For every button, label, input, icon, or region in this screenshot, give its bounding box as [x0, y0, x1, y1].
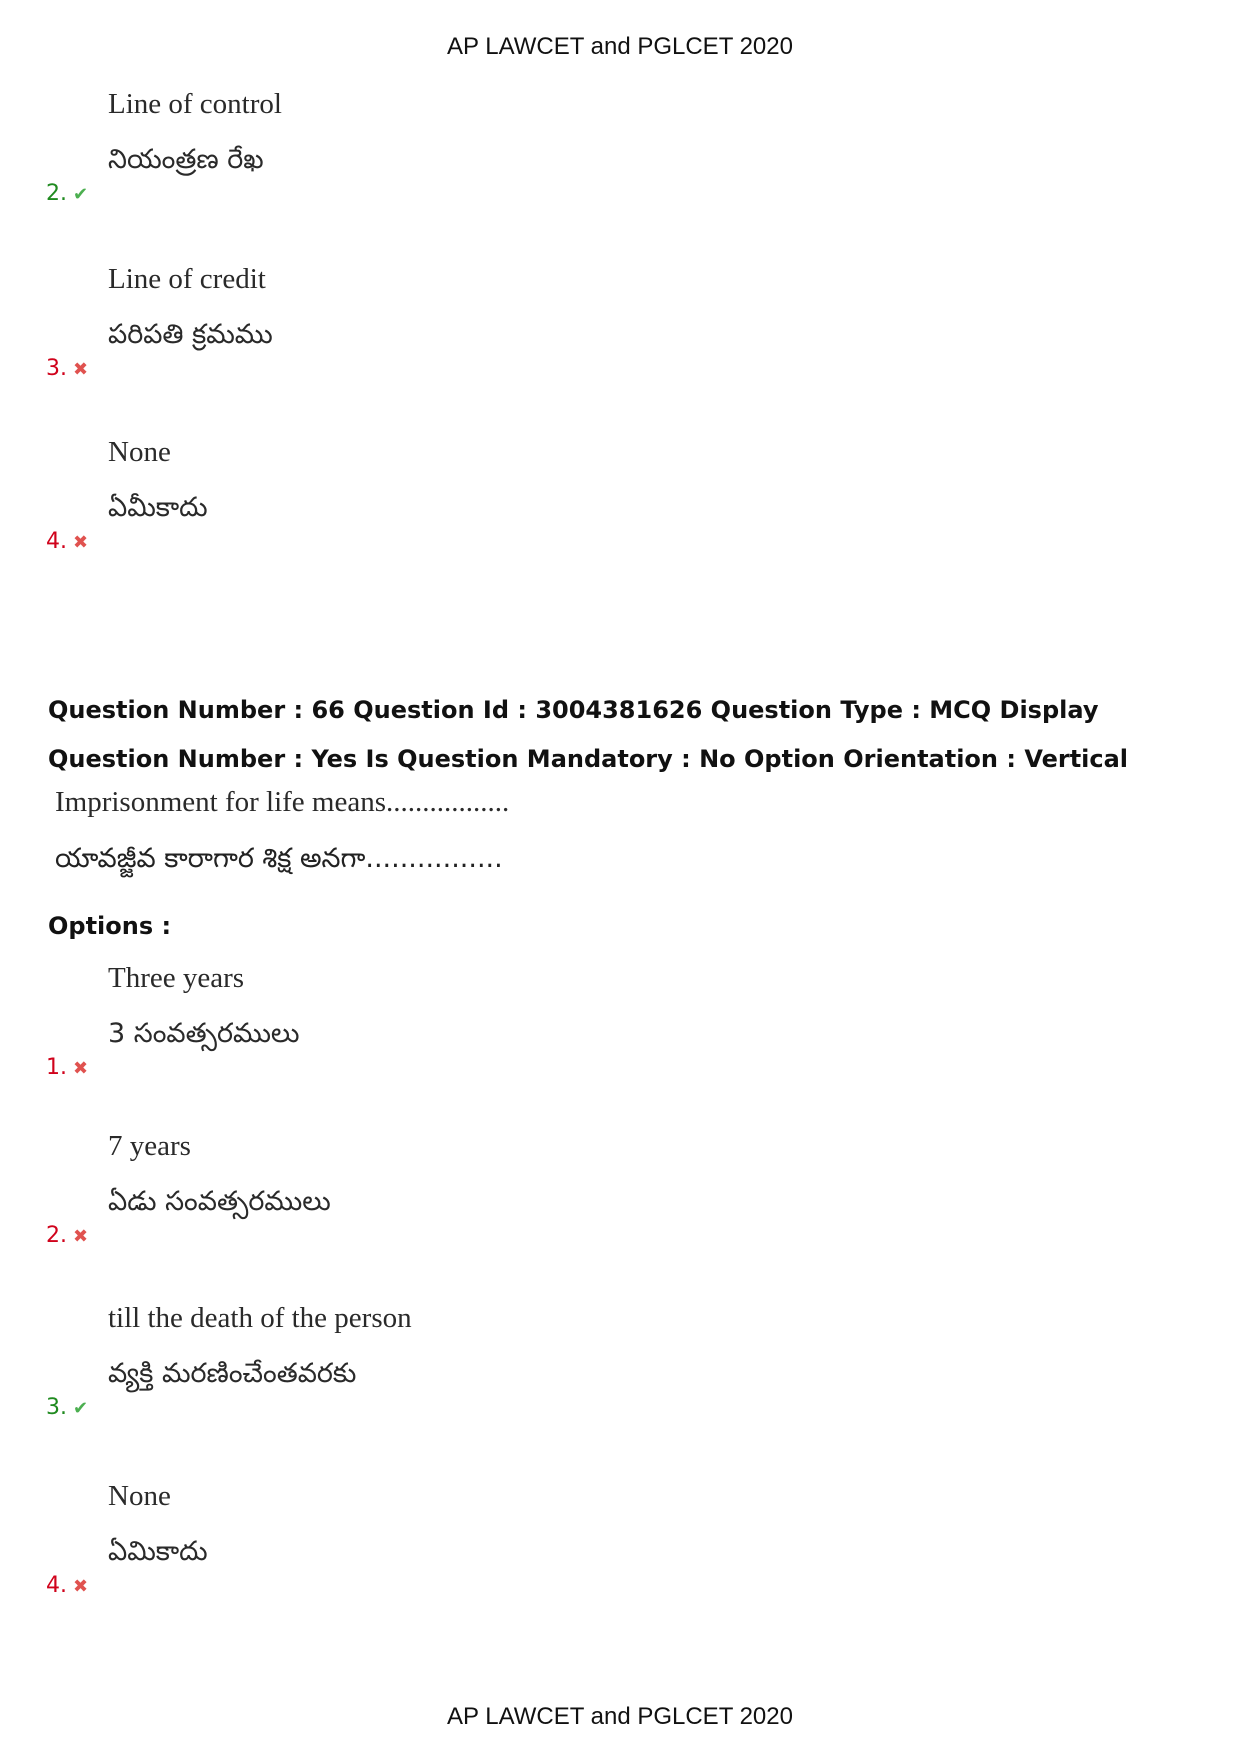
option-marker — [46, 1573, 88, 1600]
option-telugu-text: పరిపతి క్రమము — [108, 319, 273, 350]
options-label: Options : — [48, 912, 172, 940]
option-telugu-text: ఏడు సంవత్సరములు — [108, 1186, 331, 1217]
option-number: 1. — [46, 1055, 67, 1080]
prev-option-4 — [46, 436, 946, 556]
option-number: 3. — [46, 1395, 67, 1420]
option-number: 2. — [46, 181, 67, 206]
option-telugu-text: ఏమికాదు — [108, 1536, 208, 1567]
option-english-text: till the death of the person — [108, 1302, 412, 1334]
option-number: 4. — [46, 1573, 67, 1598]
option-telugu-text: ఏమీకాదు — [108, 492, 208, 523]
option-number: 3. — [46, 356, 67, 381]
page-header: AP LAWCET and PGLCET 2020 — [447, 33, 793, 60]
page-footer: AP LAWCET and PGLCET 2020 — [447, 1703, 793, 1730]
option-marker — [46, 356, 88, 383]
wrong-cross-icon: ✖ — [73, 1576, 89, 1597]
option-telugu-text: 3 సంవత్సరములు — [108, 1018, 300, 1049]
option-english-text: None — [108, 1480, 171, 1512]
option-english-text: None — [108, 436, 171, 468]
option-marker — [46, 1055, 88, 1082]
correct-check-icon: ✔ — [73, 184, 89, 205]
option-english-text: Line of control — [108, 88, 282, 120]
option-marker — [46, 1223, 88, 1250]
question-meta: Question Number : 66 Question Id : 3004381626 Question Type : MCQ Display Question Number : Yes Is Question Mandatory : No Option Orientation : Vertical — [48, 696, 1129, 773]
option-3 — [46, 1302, 946, 1422]
option-number: 2. — [46, 1223, 67, 1248]
wrong-cross-icon: ✖ — [73, 532, 89, 553]
question-english-text: Imprisonment for life means................. — [55, 786, 510, 818]
option-telugu-text: వ్యక్తి మరణించేంతవరకు — [108, 1358, 357, 1389]
option-2 — [46, 1130, 946, 1250]
correct-check-icon: ✔ — [73, 1398, 89, 1419]
wrong-cross-icon: ✖ — [73, 359, 89, 380]
option-marker — [46, 529, 88, 556]
option-marker — [46, 1395, 88, 1422]
option-english-text: Three years — [108, 962, 245, 994]
question-telugu-text: యావజ్జీవ కారాగార శిక్ష అనగా................ — [55, 843, 503, 874]
wrong-cross-icon: ✖ — [73, 1058, 89, 1079]
option-english-text: Line of credit — [108, 263, 266, 295]
option-number: 4. — [46, 529, 67, 554]
prev-option-3 — [46, 263, 946, 383]
option-english-text: 7 years — [108, 1130, 191, 1162]
option-marker — [46, 181, 88, 208]
option-1 — [46, 962, 946, 1082]
option-4 — [46, 1480, 946, 1600]
prev-option-2 — [46, 88, 946, 208]
option-telugu-text: నియంత్రణ రేఖ — [108, 144, 264, 175]
wrong-cross-icon: ✖ — [73, 1226, 89, 1247]
